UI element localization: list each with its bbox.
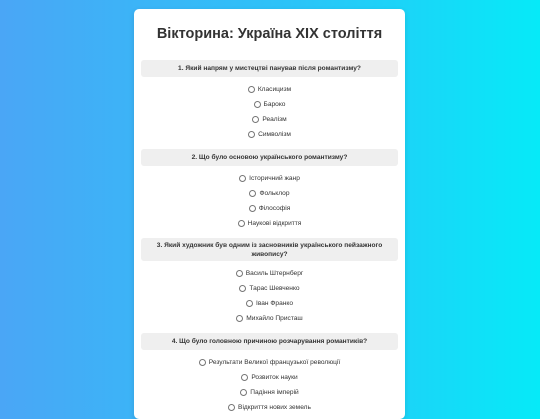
radio-button[interactable]: [248, 131, 255, 138]
option-label: Іван Франко: [255, 300, 294, 307]
option-label: Розвиток науки: [251, 374, 298, 381]
radio-button[interactable]: [239, 285, 246, 292]
radio-button[interactable]: [236, 270, 243, 277]
option-label: Фольклор: [259, 190, 290, 197]
option-label: Михайло Присташ: [246, 315, 303, 322]
question-text: 1. Який напрям у мистецтві панував після романтизму?: [141, 60, 398, 77]
option-label: Наукові відкриття: [247, 220, 302, 227]
answer-option[interactable]: [236, 266, 304, 281]
option-label: Василь Штернберг: [245, 270, 304, 277]
radio-button[interactable]: [249, 205, 256, 212]
radio-button[interactable]: [236, 315, 243, 322]
answer-option[interactable]: [252, 112, 286, 127]
radio-button[interactable]: [228, 404, 235, 411]
answer-option[interactable]: [249, 186, 289, 201]
option-label: Бароко: [263, 101, 286, 108]
radio-button[interactable]: [239, 175, 246, 182]
radio-button[interactable]: [241, 374, 248, 381]
answer-option[interactable]: [238, 216, 302, 231]
answer-option[interactable]: [199, 355, 341, 370]
answer-option[interactable]: [239, 171, 300, 186]
options-list: [141, 266, 398, 326]
answer-option[interactable]: [254, 97, 286, 112]
radio-button[interactable]: [248, 86, 255, 93]
quiz-title: Вікторина: Україна XIX століття: [156, 26, 383, 42]
options-list: [141, 171, 398, 231]
answer-option[interactable]: [239, 281, 299, 296]
options-list: [141, 82, 398, 142]
option-label: Реалізм: [262, 116, 287, 123]
question-3: [141, 238, 398, 326]
radio-button[interactable]: [254, 101, 261, 108]
radio-button[interactable]: [238, 220, 245, 227]
answer-option[interactable]: [241, 370, 297, 385]
answer-option[interactable]: [240, 385, 298, 400]
options-list: [141, 355, 398, 415]
answer-option[interactable]: [236, 311, 302, 326]
answer-option[interactable]: [248, 127, 291, 142]
answer-option[interactable]: [228, 400, 311, 415]
option-label: Результати Великої французької революції: [208, 359, 341, 366]
question-4: [141, 333, 398, 415]
option-label: Філософія: [258, 205, 291, 212]
option-label: Відкриття нових земель: [238, 404, 311, 411]
question-text: 2. Що було основою українського романтизму?: [141, 149, 398, 166]
radio-button[interactable]: [252, 116, 259, 123]
answer-option[interactable]: [246, 296, 293, 311]
question-text: 4. Що було головною причиною розчарування романтиків?: [141, 333, 398, 350]
question-1: [141, 60, 398, 142]
radio-button[interactable]: [199, 359, 206, 366]
question-2: [141, 149, 398, 231]
option-label: Символізм: [258, 131, 291, 138]
quiz-card: [134, 9, 405, 419]
radio-button[interactable]: [246, 300, 253, 307]
option-label: Історичний жанр: [249, 175, 300, 182]
option-label: Класицизм: [257, 86, 292, 93]
option-label: Тарас Шевченко: [249, 285, 300, 292]
option-label: Падіння імперій: [250, 389, 299, 396]
answer-option[interactable]: [248, 82, 291, 97]
question-text: 3. Який художник був одним із засновників українського пейзажного живопису?: [141, 238, 398, 261]
radio-button[interactable]: [249, 190, 256, 197]
radio-button[interactable]: [240, 389, 247, 396]
answer-option[interactable]: [249, 201, 291, 216]
